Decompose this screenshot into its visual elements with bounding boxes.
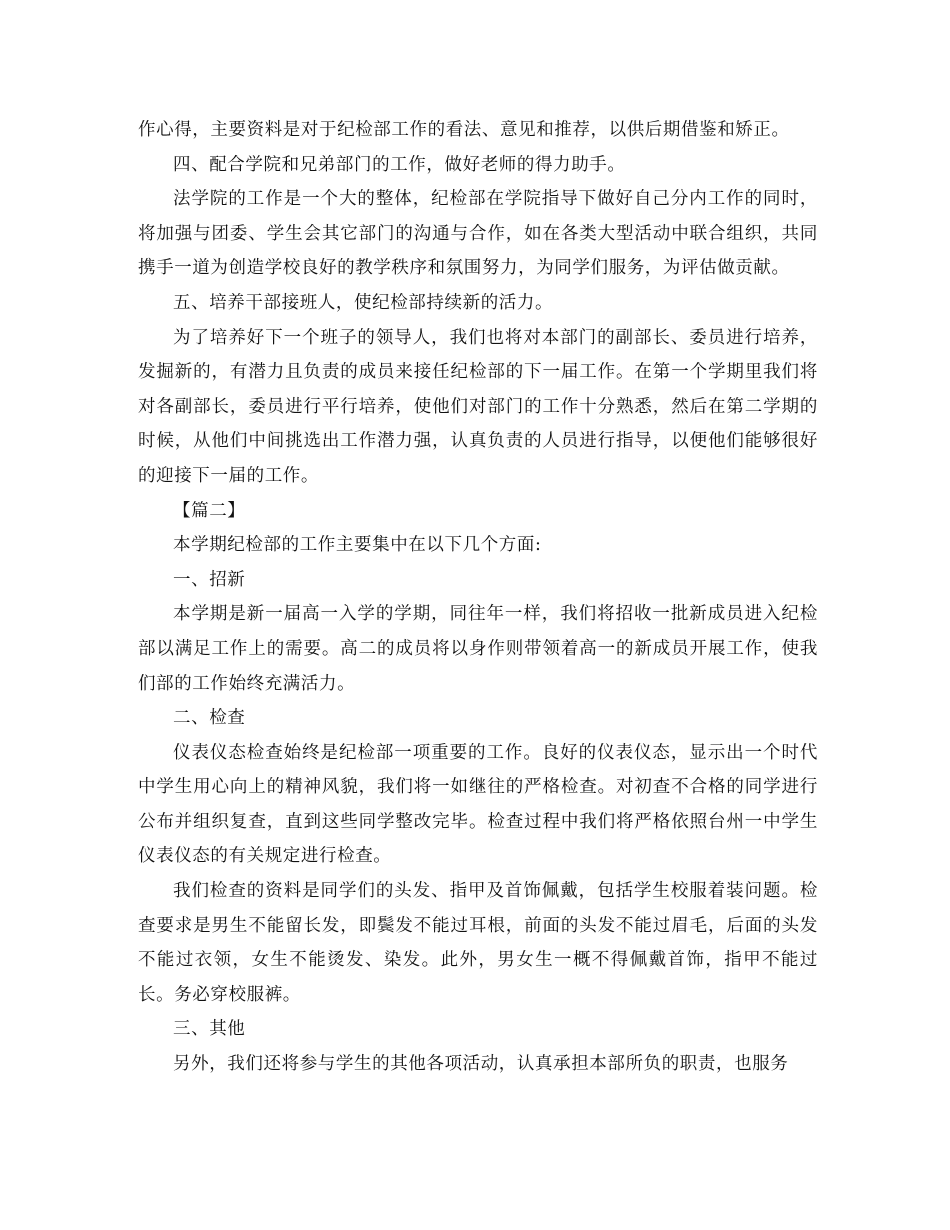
paragraph: 另外，我们还将参与学生的其他各项活动，认真承担本部所负的职责，也服务 [173,1054,789,1075]
paragraph: 本学期是新一届高一入学的学期，同往年一样，我们将招收一批新成员进入纪检部以满足工作上的需要。高二的成员将以身作则带领着高一的新成员开展工作，使我们部的工作始终充满活力。 [138,604,818,694]
document-body [138,113,818,1082]
paragraph: 法学院的工作是一个大的整体，纪检部在学院指导下做好自己分内工作的同时，将加强与团委、学生会其它部门的沟通与合作，如在各类大型活动中联合组织，共同携手一道为创造学校良好的教学秩序和氛围努力，为同学们服务，为评估做贡献。 [138,189,818,279]
section-heading: 四、配合学院和兄弟部门的工作，做好老师的得力助手。 [173,154,626,175]
section-heading: 五、培养干部接班人，使纪检部持续新的活力。 [173,292,554,313]
paragraph: 作心得，主要资料是对于纪检部工作的看法、意见和推荐，以供后期借鉴和矫正。 [138,120,790,140]
paragraph: 仪表仪态检查始终是纪检部一项重要的工作。良好的仪表仪态，显示出一个时代中学生用心向上的精神风貌，我们将一如继往的严格检查。对初查不合格的同学进行公布并组织复查，直到这些同学整改完毕。检查过程中我们将严格依照台州一中学生仪表仪态的有关规定进行检查。 [138,742,818,867]
paragraph: 本学期纪检部的工作主要集中在以下几个方面: [173,535,542,556]
part-heading: 【篇二】 [173,500,246,521]
paragraph: 我们检查的资料是同学们的头发、指甲及首饰佩戴，包括学生校服着装问题。检查要求是男生不能留长发，即鬓发不能过耳根，前面的头发不能过眉毛，后面的头发不能过衣领，女生不能烫发、染发。此外，男女生一概不得佩戴首饰，指甲不能过长。务必穿校服裤。 [138,881,818,1005]
section-heading: 一、招新 [173,569,246,590]
paragraph: 为了培养好下一个班子的领导人，我们也将对本部门的副部长、委员进行培养，发掘新的，有潜力且负责的成员来接任纪检部的下一届工作。在第一个学期里我们将对各副部长，委员进行平行培养，使他们对部门的工作十分熟悉，然后在第二学期的时候，从他们中间挑选出工作潜力强，认真负责的人员进行指导，以便他们能够很好的迎接下一届的工作。 [138,327,818,486]
section-heading: 二、检查 [173,708,246,729]
section-heading: 三、其他 [173,1019,246,1040]
